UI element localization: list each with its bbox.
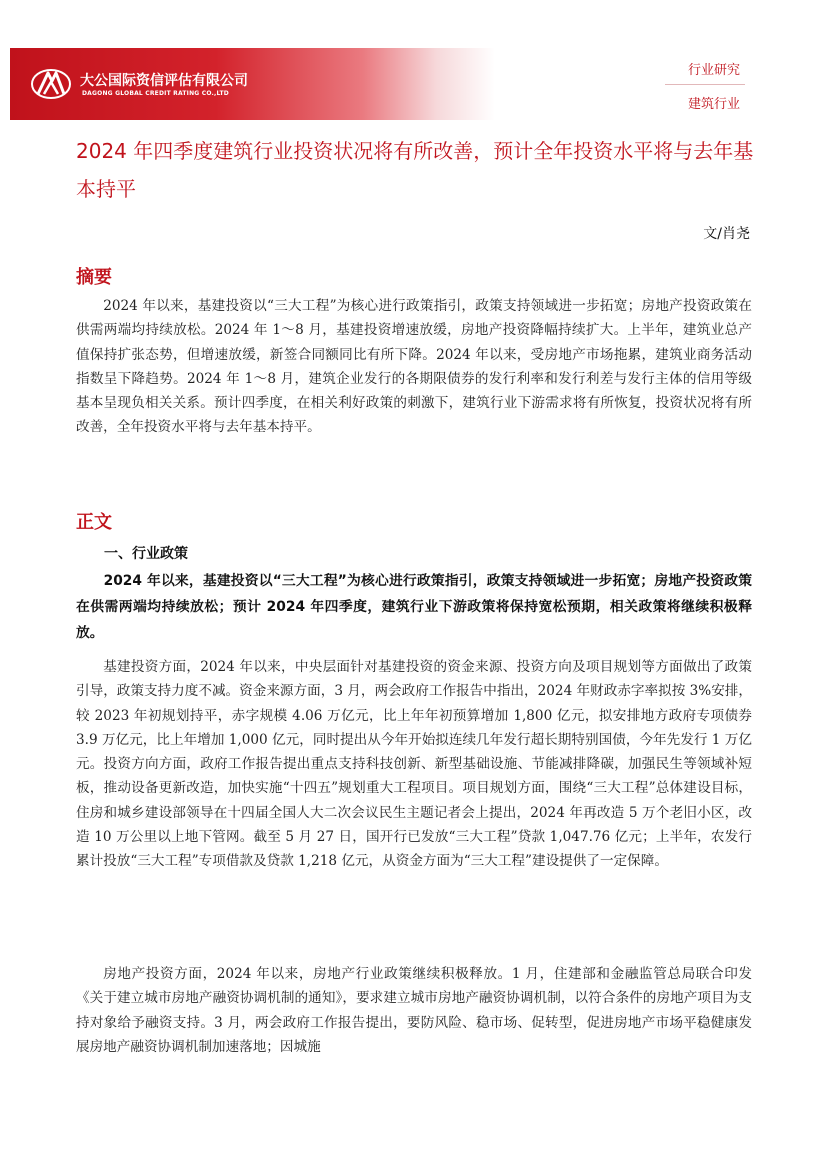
abstract-heading: 摘要 (76, 267, 112, 288)
body-heading: 正文 (76, 512, 112, 533)
header-divider (665, 84, 745, 85)
abstract-paragraph: 2024 年以来，基建投资以“三大工程”为核心进行政策指引，政策支持领域进一步拓宽；房地产投资政策在供需两端均持续放松。2024 年 1～8 月，基建投资增速放缓，房地产投资降幅持续扩大。上半年，建筑业总产值保持扩张态势，但增速放缓，新签合同额同比有所下降。2024 年以来，受房地产市场拖累，建筑业商务活动指数呈下降趋势。2024 年 1～8 月，建筑企业发行的各期限债券的发行利率和发行利差与发行主体的信用等级基本呈现负相关关系。预计四季度，在相关利好政策的刺激下，建筑行业下游需求将有所恢复，投资状况将有所改善，全年投资水平将与去年基本持平。 (76, 298, 752, 436)
company-name-cn: 大公国际资信评估有限公司 (80, 73, 248, 89)
policy-summary-paragraph: 2024 年以来，基建投资以“三大工程”为核心进行政策指引，政策支持领域进一步拓宽；房地产投资政策在供需两端均持续放松；预计 2024 年四季度，建筑行业下游政策将保持宽松预期，相关政策将继续积极释放。 (76, 573, 752, 641)
category-tag-research: 行业研究 (687, 63, 740, 78)
section-title-policy: 一、行业政策 (104, 546, 188, 562)
category-tag-industry: 建筑行业 (687, 97, 740, 112)
real-estate-paragraph: 房地产投资方面，2024 年以来，房地产行业政策继续积极释放。1 月，住建部和金融监管总局联合印发《关于建立城市房地产融资协调机制的通知》，要求建立城市房地产融资协调机制，以符合条件的房地产项目为支持对象给予融资支持。3 月，两会政府工作报告提出，要防风险、稳市场、促转型，促进房地产市场平稳健康发展房地产融资协调机制加速落地；因城施 (76, 966, 752, 1055)
infrastructure-paragraph: 基建投资方面，2024 年以来，中央层面针对基建投资的资金来源、投资方向及项目规划等方面做出了政策引导，政策支持力度不减。资金来源方面，3 月，两会政府工作报告中指出，2024 年财政赤字率拟按 3%安排，较 2023 年初规划持平，赤字规模 4.06 万亿元，比上年年初预算增加 1,800 亿元，拟安排地方政府专项债券 3.9 万亿元，比上年增加 1,000 亿元，同时提出从今年开始拟连续几年发行超长期特别国债，今年先发行 1 万亿元。投资方向方面，政府工作报告提出重点支持科技创新、新型基础设施、节能减排降碳，加强民生等领域补短板，推动设备更新改造，加快实施“十四五”规划重大工程项目。项目规划方面，围绕“三大工程”总体建设目标，住房和城乡建设部领导在十四届全国人大二次会议民生主题记者会上提出，2024 年再改造 5 万个老旧小区，改造 10 万公里以上地下管网。截至 5 月 27 日，国开行已发放“三大工程”贷款 1,047.76 亿元；上半年，农发行累计投放“三大工程”专项借款及贷款 1,218 亿元，从资金方面为“三大工程”建设提供了一定保障。 (76, 659, 752, 870)
report-author: 文/肖尧 (703, 226, 750, 242)
company-name-en: DAGONG GLOBAL CREDIT RATING CO.,LTD (82, 90, 229, 97)
report-title: 2024 年四季度建筑行业投资状况将有所改善，预计全年投资水平将与去年基本持平 (76, 139, 754, 201)
company-logo-icon (30, 67, 72, 101)
